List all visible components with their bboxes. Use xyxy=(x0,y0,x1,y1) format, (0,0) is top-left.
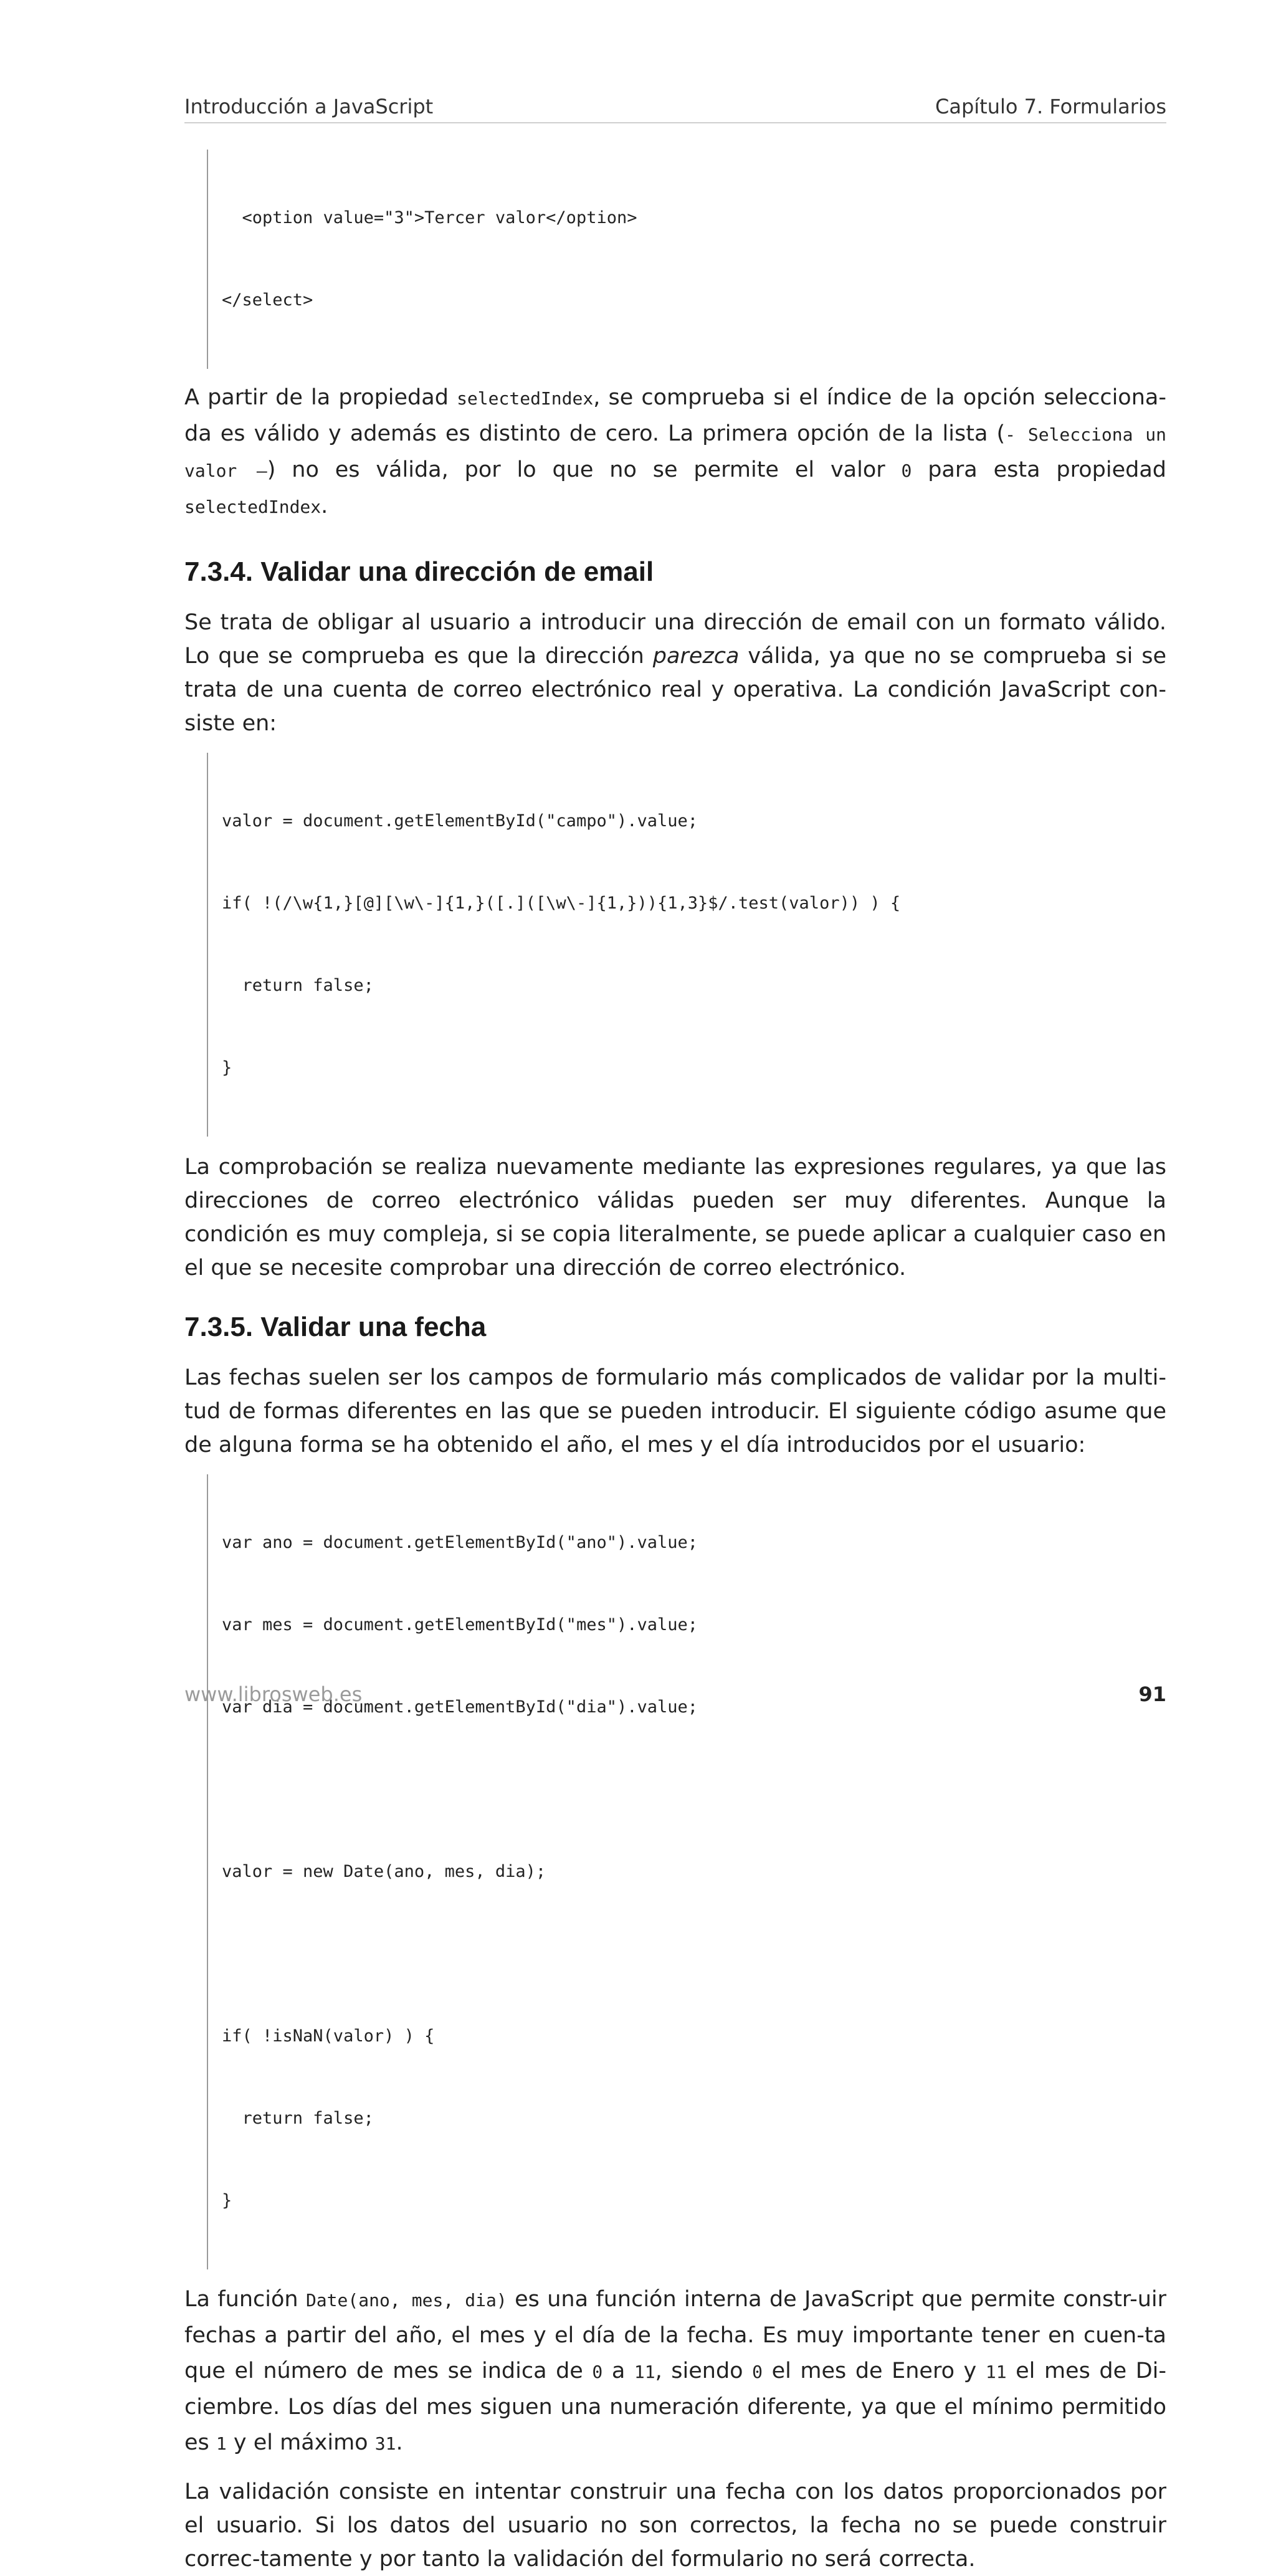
code-line: <option value="3">Tercer valor</option> xyxy=(222,208,637,227)
code-line: if( !isNaN(valor) ) { xyxy=(222,2026,435,2046)
page-footer xyxy=(184,1682,1166,1710)
paragraph-selectedindex: A partir de la propiedad selectedIndex, se comprueba si el índice de la opción selecciona-da es válido y además es distinto de cero. La primera opción de la lista (- Selecciona un valor –) no es válida, por lo que no se permite el valor 0 para esta propiedad selectedIndex. xyxy=(184,385,1166,518)
paragraph-date-function: La función Date(ano, mes, dia) es una función interna de JavaScript que permite constr-uir fechas a partir del año, el mes y el día de la fecha. Es muy importante tener en cuen-ta que el número de mes se indica de 0 a 11, siendo 0 el mes de Enero y 11 el mes de Di-ciembre. Los días del mes siguen una numeración diferente, ya que el mínimo permitido es 1 y el máximo 31. xyxy=(184,2287,1167,2455)
code-line xyxy=(222,1940,1166,1968)
code-line: valor = document.getElementById("campo").value; xyxy=(222,811,698,831)
code-block-email xyxy=(207,753,1166,1137)
footer-url-link[interactable]: www.librosweb.es xyxy=(184,1682,363,1706)
code-line: </select> xyxy=(222,290,313,310)
document-page xyxy=(184,0,1167,2572)
page-number: 91 xyxy=(1138,1682,1166,1706)
section-heading-email: 7.3.4. Validar una dirección de email xyxy=(184,556,654,587)
chapter-title: Capítulo 7. Formularios xyxy=(935,95,1166,118)
paragraph-email-explanation: La comprobación se realiza nuevamente mediante las expresiones regulares, ya que las direcciones de correo electrónico válidas pueden ser muy diferentes. Aunque la condición es muy compleja, si se copia literalmente, se puede aplicar a cualquier caso en el que se necesite comprobar una dirección de correo electrónico. xyxy=(184,1155,1166,1281)
code-line: return false; xyxy=(222,976,374,995)
book-title: Introducción a JavaScript xyxy=(184,95,434,118)
section-heading-date: 7.3.5. Validar una fecha xyxy=(184,1312,487,1342)
paragraph-email-intro: Se trata de obligar al usuario a introducir una dirección de email con un formato válido. Lo que se comprueba es que la dirección parezca válida, ya que no se comprueba si se trata de una cuenta de correo electrónico real y operativa. La condición JavaScript con-siste en: xyxy=(184,610,1166,736)
paragraph-date-intro: Las fechas suelen ser los campos de formulario más complicados de validar por la multi-tud de formas diferentes en las que se pueden introducir. El siguiente código asume que de alguna forma se ha obtenido el año, el mes y el día introducidos por el usuario: xyxy=(184,1365,1166,1457)
code-line: } xyxy=(222,1058,232,1077)
code-line: var mes = document.getElementById("mes").value; xyxy=(222,1615,698,1634)
running-header xyxy=(184,93,1166,123)
code-block-date xyxy=(207,1474,1166,2269)
paragraph-date-validation: La validación consiste en intentar construir una fecha con los datos proporcionados por el usuario. Si los datos del usuario no son correctos, la fecha no se puede construir correc-tamente y por tanto la validación del formulario no será correcta. xyxy=(184,2479,1166,2572)
code-line: } xyxy=(222,2191,232,2210)
code-line: valor = new Date(ano, mes, dia); xyxy=(222,1862,546,1881)
code-line: return false; xyxy=(222,2109,374,2128)
code-line: var dia = document.getElementById("dia").value; xyxy=(222,1697,698,1717)
code-block-select xyxy=(207,150,1166,369)
code-line: if( !(/\w{1,}[@][\w\-]{1,}([.]([\w\-]{1,})){1,3}$/.test(valor)) ) { xyxy=(222,894,901,913)
code-line xyxy=(222,1776,1166,1803)
code-line: var ano = document.getElementById("ano").value; xyxy=(222,1533,698,1552)
page-content xyxy=(184,150,1166,2576)
